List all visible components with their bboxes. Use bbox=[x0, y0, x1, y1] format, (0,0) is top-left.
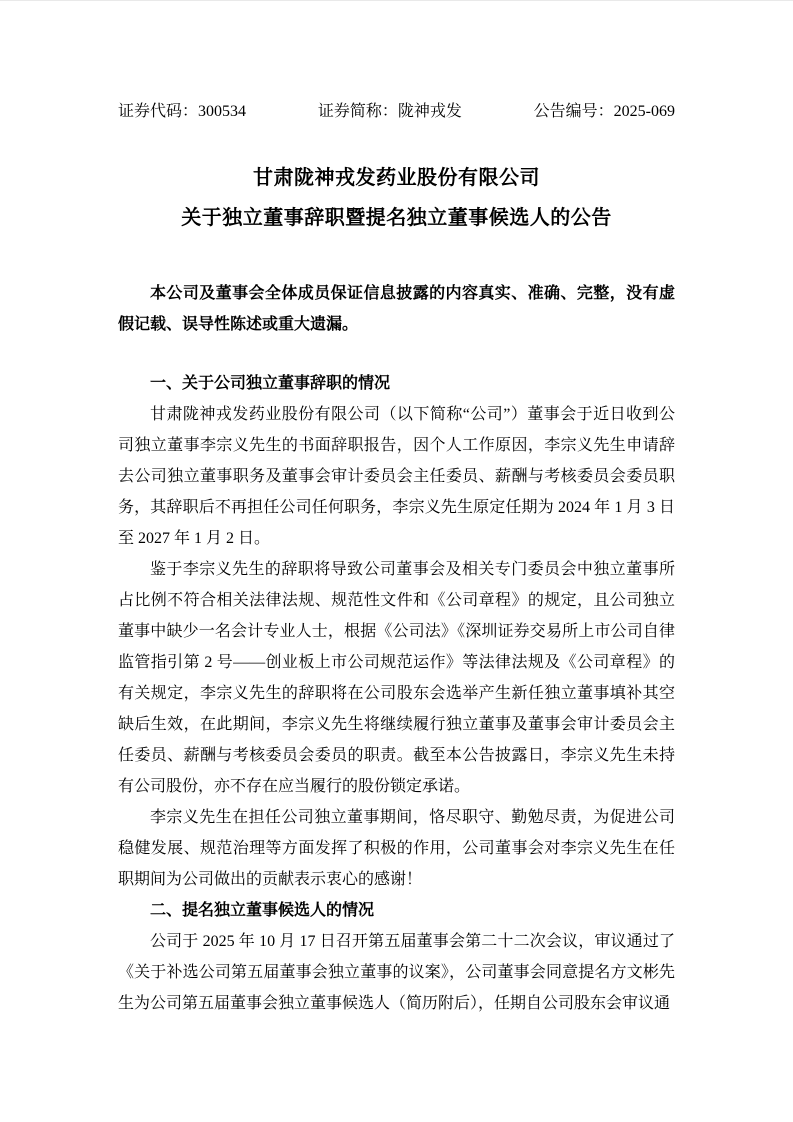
truthfulness-declaration: 本公司及董事会全体成员保证信息披露的内容真实、准确、完整，没有虚假记载、误导性陈述或重大遗漏。 bbox=[118, 285, 675, 333]
section-2-heading: 二、提名独立董事候选人的情况 bbox=[150, 902, 375, 919]
securities-code-label: 证券代码：300534 bbox=[118, 103, 247, 120]
section-1-paragraph-1: 甘肃陇神戎发药业股份有限公司（以下简称“公司”）董事会于近日收到公司独立董事李宗义先生的书面辞职报告，因个人工作原因，李宗义先生申请辞去公司独立董事职务及董事会审计委员会主任委员、薪酬与考核委员会委员职务，其辞职后不再担任公司任何职务，李宗义先生原定任期为 2024 年 1 月 3 日至 2027 年 1 月 2 日。 bbox=[118, 406, 675, 547]
securities-abbr-label: 证券简称：陇神戎发 bbox=[317, 103, 462, 120]
document-header bbox=[118, 96, 675, 127]
section-1-paragraph-2: 鉴于李宗义先生的辞职将导致公司董事会及相关专门委员会中独立董事所占比例不符合相关法律法规、规范性文件和《公司章程》的规定，且公司独立董事中缺少一名会计专业人士，根据《公司法》《深圳证券交易所上市公司自律监管指引第 2 号——创业板上市公司规范运作》等法律法规及《公司章程》的有关规定，李宗义先生的辞职将在公司股东会选举产生新任独立董事填补其空缺后生效，在此期间，李宗义先生将继续履行独立董事及董事会审计委员会主任委员、薪酬与考核委员会委员的职责。截至本公告披露日，李宗义先生未持有公司股份，亦不存在应当履行的股份锁定承诺。 bbox=[118, 561, 675, 795]
section-1-heading: 一、关于公司独立董事辞职的情况 bbox=[150, 375, 391, 392]
company-name-title: 甘肃陇神戎发药业股份有限公司 bbox=[253, 167, 540, 189]
announcement-subject-title: 关于独立董事辞职暨提名独立董事候选人的公告 bbox=[181, 207, 612, 229]
announcement-number-label: 公告编号：2025-069 bbox=[533, 103, 675, 120]
section-2-paragraph-1: 公司于 2025 年 10 月 17 日召开第五届董事会第二十二次会议，审议通过了《关于补选公司第五届董事会独立董事的议案》，公司董事会同意提名方文彬先生为公司第五届董事会独立董事候选人（简历附后），任期自公司股东会审议通 bbox=[118, 933, 675, 1012]
section-1-paragraph-3: 李宗义先生在担任公司独立董事期间，恪尽职守、勤勉尽责，为促进公司稳健发展、规范治理等方面发挥了积极的作用，公司董事会对李宗义先生在任职期间为公司做出的贡献表示衷心的感谢！ bbox=[118, 809, 675, 888]
